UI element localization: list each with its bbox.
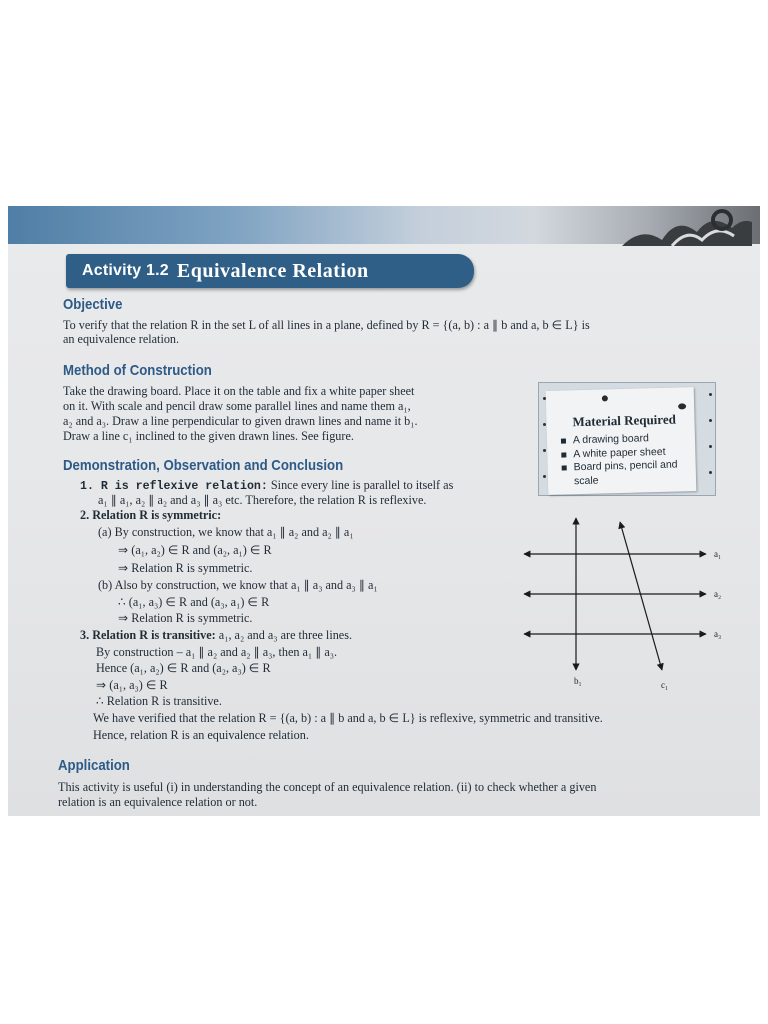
activity-title-bar: [66, 254, 474, 288]
transitive-line: [80, 628, 352, 643]
transitive-step-2: Hence (a₁, a₂) ∈ R and (a₂, a₃) ∈ R: [96, 661, 271, 675]
method-heading: Method of Construction: [63, 362, 212, 379]
symmetric-b-line: (b) Also by construction, we know that a₁ ∥ a₃ and a₃ ∥ a₁: [98, 578, 378, 592]
symmetric-b-step-2: ⇒ Relation R is symmetric.: [118, 611, 253, 625]
book-page: [8, 206, 760, 816]
material-item: Board pins, pencil and: [562, 459, 678, 476]
transitive-step-3: ⇒ (a₁, a₃) ∈ R: [96, 678, 168, 692]
method-text-line-1: Take the drawing board. Place it on the table and fix a white paper sheet: [63, 384, 415, 398]
application-text-line-1: This activity is useful (i) in understanding the concept of an equivalence relation. (ii) to check whether a given: [58, 780, 597, 794]
symmetric-label: 2. Relation R is symmetric:: [80, 508, 222, 522]
dot-icon: [543, 475, 546, 478]
conclusion-line-1: We have verified that the relation R = {(a, b) : a ∥ b and a, b ∈ L} is reflexive, symmetric and transitive.: [93, 711, 603, 725]
material-card: [546, 387, 697, 495]
symmetric-a-line: (a) By construction, we know that a₁ ∥ a₂ and a₂ ∥ a₁: [98, 525, 354, 539]
pin-icon: [678, 403, 686, 409]
activity-label: Activity 1.2: [82, 262, 169, 279]
application-text-line-2: relation is an equivalence relation or not.: [58, 795, 258, 809]
pin-icon: [602, 395, 608, 401]
demonstration-heading: Demonstration, Observation and Conclusion: [63, 457, 344, 474]
label-a3: a₃: [714, 629, 722, 639]
material-required-box: [538, 382, 716, 496]
label-b1: b₁: [574, 676, 582, 686]
activity-title: Equivalence Relation: [176, 259, 369, 282]
label-a1: a₁: [714, 549, 722, 559]
transitive-label: 3. Relation R is transitive:: [80, 628, 216, 642]
objective-text-line-2: an equivalence relation.: [63, 332, 180, 346]
transitive-step-4: ∴ Relation R is transitive.: [96, 694, 222, 708]
material-item: scale: [573, 474, 599, 487]
material-item: A drawing board: [561, 432, 677, 449]
dot-icon: [709, 471, 712, 474]
decorative-pattern-icon: [602, 206, 752, 246]
application-heading: Application: [58, 757, 130, 774]
objective-text-line-1: To verify that the relation R in the set L of all lines in a plane, defined by R = {(a, b) : a ∥ b and a, b ∈ L} is: [63, 318, 590, 332]
reflexive-line-1: [80, 478, 453, 494]
reflexive-text: Since every line is parallel to itself as: [267, 478, 454, 492]
reflexive-line-2: a₁ ∥ a₁, a₂ ∥ a₂ and a₃ ∥ a₃ etc. Therefore, the relation R is reflexive.: [98, 493, 427, 507]
label-c1: c₁: [661, 680, 669, 690]
dot-icon: [709, 445, 712, 448]
method-text-line-2: on it. With scale and pencil draw some parallel lines and name them a₁,: [63, 399, 411, 413]
label-a2: a₂: [714, 589, 722, 599]
dot-icon: [709, 393, 712, 396]
parallel-lines-figure: [520, 512, 736, 690]
dot-icon: [709, 419, 712, 422]
dot-icon: [543, 449, 546, 452]
dot-icon: [543, 397, 546, 400]
material-list: [561, 432, 678, 489]
symmetric-a-step-2: ⇒ Relation R is symmetric.: [118, 561, 253, 575]
symmetric-a-step-1: ⇒ (a₁, a₂) ∈ R and (a₂, a₁) ∈ R: [118, 543, 272, 557]
material-title: Material Required: [572, 411, 677, 430]
transitive-step-1: By construction – a₁ ∥ a₂ and a₂ ∥ a₃, then a₁ ∥ a₃.: [96, 645, 338, 659]
symmetric-b-step-1: ∴ (a₁, a₃) ∈ R and (a₃, a₁) ∈ R: [118, 595, 270, 609]
method-text-line-4: Draw a line c₁ inclined to the given drawn lines. See figure.: [63, 429, 354, 443]
reflexive-label: 1. R is reflexive relation:: [80, 480, 268, 493]
line-c1: [620, 522, 662, 670]
method-text-line-3: a₂ and a₃. Draw a line perpendicular to given drawn lines and name it b₁.: [63, 414, 418, 428]
dot-icon: [543, 423, 546, 426]
objective-heading: Objective: [63, 296, 123, 313]
transitive-text: a₁, a₂ and a₃ are three lines.: [215, 628, 352, 642]
material-item: A white paper sheet: [561, 445, 677, 462]
conclusion-line-2: Hence, relation R is an equivalence relation.: [93, 728, 309, 742]
